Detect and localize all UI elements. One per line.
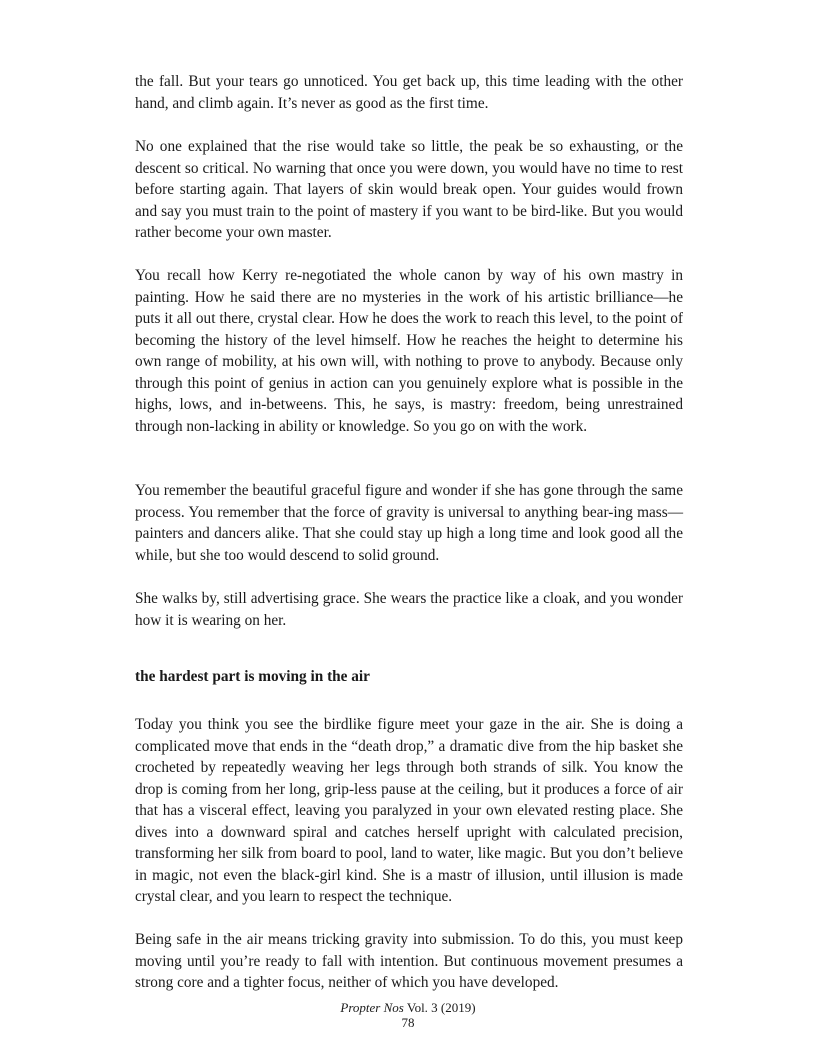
footer-citation bbox=[0, 1000, 816, 1015]
journal-title: Propter Nos bbox=[340, 1000, 404, 1015]
body-paragraph: the fall. But your tears go unnoticed. You get back up, this time leading with the other hand, and climb again. It’s never as good as the first time. bbox=[135, 73, 683, 112]
body-paragraph: No one explained that the rise would take so little, the peak be so exhausting, or the descent so critical. No warning that once you were down, you would have no time to rest before starting again. That layers of skin would break open. Your guides would frown and say you must train to the point of mastery if you want to be bird-like. But you would rather become your own master. bbox=[135, 138, 683, 241]
body-paragraph: Today you think you see the birdlike figure meet your gaze in the air. She is doing a complicated move that ends in the “death drop,” a dramatic dive from the hip basket she crocheted by repeatedly weaving her legs through both strands of silk. You know the drop is coming from her long, grip-less pause at the ceiling, but it produces a force of air that has a visceral effect, leaving you paralyzed in your own elevated resting place. She dives into a downward spiral and catches herself upright with calculated precision, transforming her silk from board to pool, land to water, like magic. But you don’t believe in magic, not even the black-girl kind. She is a mastr of illusion, until illusion is made crystal clear, and you learn to respect the technique. bbox=[135, 716, 683, 905]
body-paragraph: Being safe in the air means tricking gravity into submission. To do this, you must keep moving until you’re ready to fall with intention. But continuous movement presumes a strong core and a tighter focus, neither of which you have developed. bbox=[135, 931, 683, 991]
page-footer bbox=[0, 1000, 816, 1030]
body-paragraph: You recall how Kerry re-negotiated the whole canon by way of his own mastry in painting. How he said there are no mysteries in the work of his artistic brilliance—he puts it all out there, crystal clear. How he does the work to reach this level, to the point of becoming the history of the level himself. How he reaches the height to determine his own range of mobility, at his own will, with nothing to prove to anybody. Because only through this point of genius in action can you genuinely explore what is possible in the highs, lows, and in-betweens. This, he says, is mastry: freedom, being unrestrained through non-lacking in ability or knowledge. So you go on with the work. bbox=[135, 267, 683, 435]
journal-volume: Vol. 3 (2019) bbox=[406, 1000, 476, 1015]
body-paragraph: You remember the beautiful graceful figure and wonder if she has gone through the same process. You remember that the force of gravity is universal to anything bear-ing mass—painters and dancers alike. That she could stay up high a long time and look good all the while, but she too would descend to solid ground. bbox=[135, 482, 683, 564]
section-heading: the hardest part is moving in the air bbox=[135, 668, 370, 685]
page-number: 78 bbox=[401, 1015, 415, 1030]
body-paragraph: She walks by, still advertising grace. She wears the practice like a cloak, and you wonder how it is wearing on her. bbox=[135, 590, 683, 629]
